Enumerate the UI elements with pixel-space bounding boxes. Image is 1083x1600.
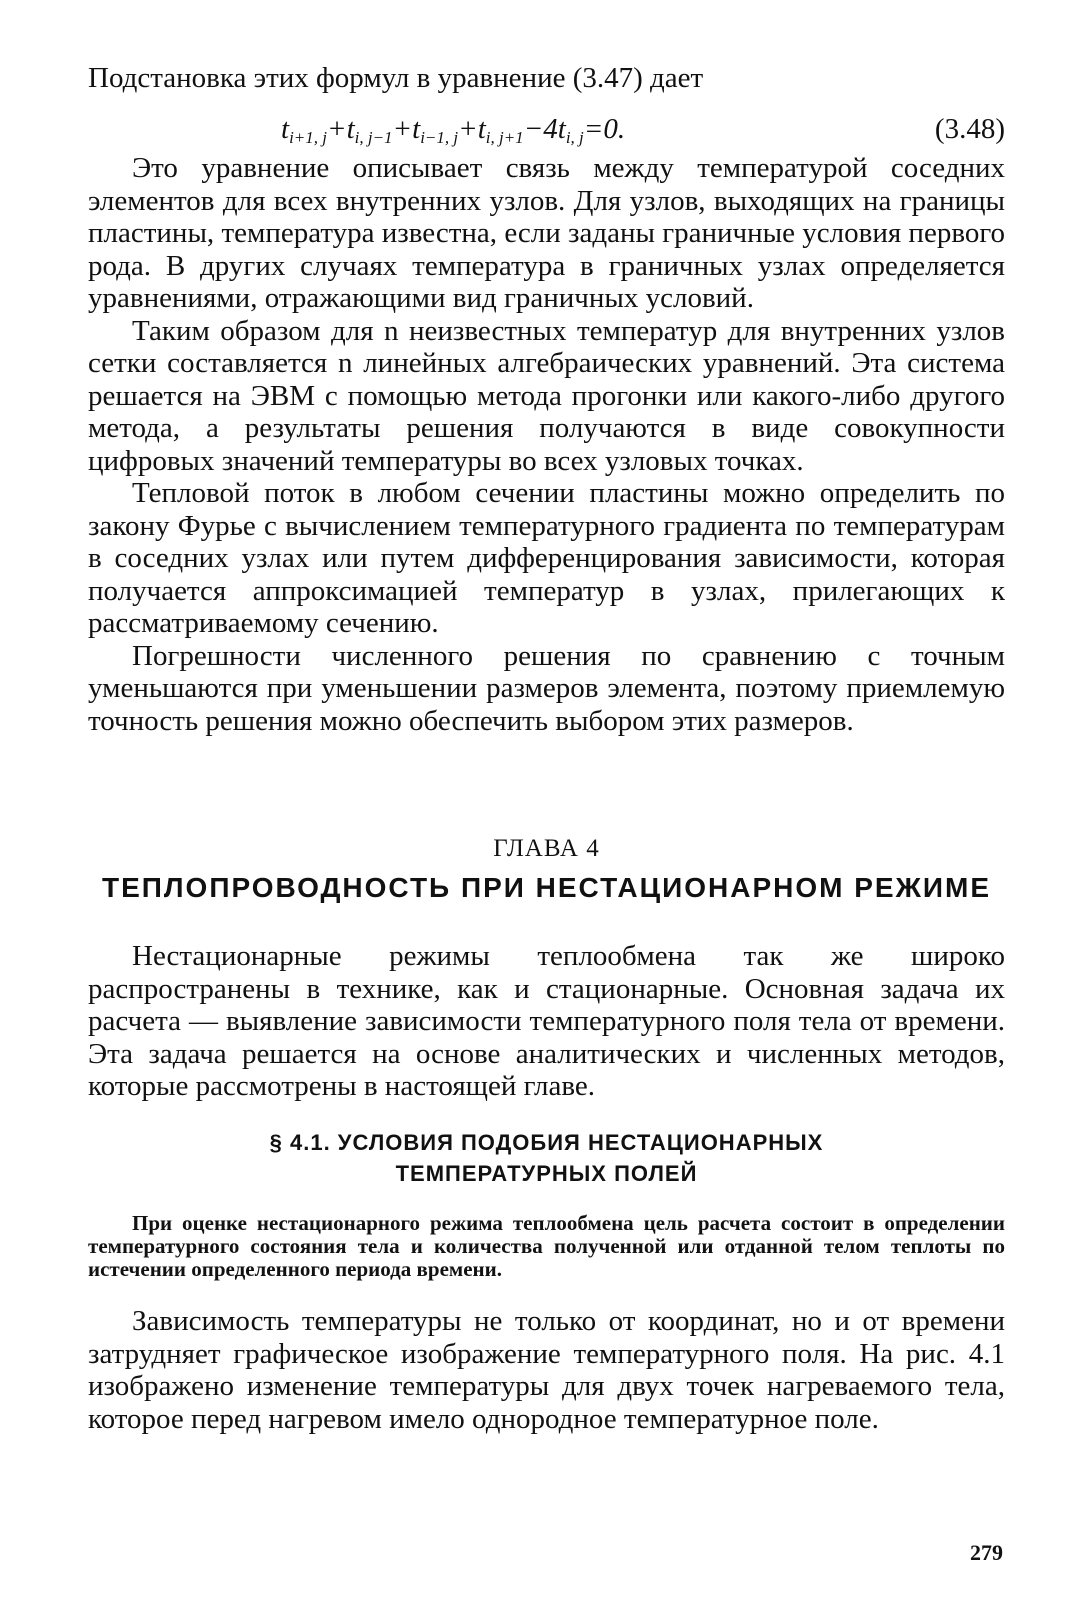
paragraph: Тепловой поток в любом сечении пластины можно определить по закону Фурье с вычислением температурного градиента по температурам в соседних узлах или путем дифференцирования зависимости, которая получается аппроксимацией температур в узлах, прилегающих к рассматриваемому сечению. [88, 477, 1005, 639]
equation-number: (3.48) [934, 113, 1005, 145]
eq-subscript: i, j−1 [354, 128, 393, 147]
paragraph: Это уравнение описывает связь между температурой соседних элементов для всех внутренних узлов. Для узлов, выходящих на границы пластины, температура известна, если заданы граничные условия первого рода. В других случаях температура в граничных узлах определяется уравнениями, отражающими вид граничных условий. [88, 152, 1005, 314]
eq-operator: − [523, 113, 544, 145]
eq-term: t [346, 113, 355, 145]
section-abstract [88, 1212, 1005, 1281]
eq-term: t [477, 113, 486, 145]
eq-operator: + [326, 113, 347, 145]
section-3-continuation [88, 152, 1005, 737]
paragraph: Нестационарные режимы теплообмена так же широко распространены в технике, как и стационарные. Основная задача их расчета — выявление зависимости температурного поля тела от времени. Эта задача решается на основе аналитических и численных методов, которые рассмотрены в настоящей главе. [88, 940, 1005, 1102]
paragraph: Таким образом для n неизвестных температур для внутренних узлов сетки составляется n линейных алгебраических уравнений. Эта система решается на ЭВМ с помощью метода прогонки или какого-либо другого метода, а результаты решения получаются в виде совокупности цифровых значений температуры во всех узловых точках. [88, 314, 1005, 477]
eq-subscript: i, j [565, 128, 584, 147]
section-title-line: ТЕМПЕРАТУРНЫХ ПОЛЕЙ [395, 1161, 698, 1186]
equation-3-48 [88, 111, 1005, 147]
eq-term: t [281, 113, 290, 145]
abstract-text: При оценке нестационарного режима теплообмена цель расчета состоит в определении температурного состояния тела и количества полученной или отданной телом теплоты по истечении определенного периода времени. [88, 1211, 1005, 1281]
chapter-intro [88, 940, 1005, 1103]
eq-term: 4t [543, 113, 566, 145]
chapter-title: ТЕПЛОПРОВОДНОСТЬ ПРИ НЕСТАЦИОНАРНОМ РЕЖИМЕ [102, 872, 991, 903]
intro-line [88, 62, 1005, 95]
paragraph: Зависимость температуры не только от координат, но и от времени затрудняет графическое изображение температурного поля. На рис. 4.1 изображено изменение температуры для двух точек нагреваемого тела, которое перед нагревом имело однородное температурное поле. [88, 1305, 1005, 1435]
chapter-label: ГЛАВА 4 [493, 835, 600, 862]
eq-term: t [412, 113, 421, 145]
eq-subscript: i, j+1 [485, 128, 524, 147]
paragraph: Погрешности численного решения по сравнению с точным уменьшаются при уменьшении размеров элемента, поэтому приемлемую точность решения можно обеспечить выбором этих размеров. [88, 639, 1005, 737]
eq-operator: + [392, 113, 413, 145]
eq-operator: =0. [583, 113, 626, 145]
intro-text: Подстановка этих формул в уравнение (3.47) дает [88, 62, 704, 94]
section-title [88, 1127, 1005, 1189]
eq-subscript: i−1, j [420, 128, 459, 147]
page-number: 279 [970, 1540, 1003, 1565]
section-title-line: § 4.1. УСЛОВИЯ ПОДОБИЯ НЕСТАЦИОНАРНЫХ [269, 1130, 824, 1155]
equation-formula [281, 111, 625, 156]
eq-subscript: i+1, j [289, 128, 327, 147]
eq-operator: + [458, 113, 478, 145]
section-body [88, 1305, 1005, 1435]
